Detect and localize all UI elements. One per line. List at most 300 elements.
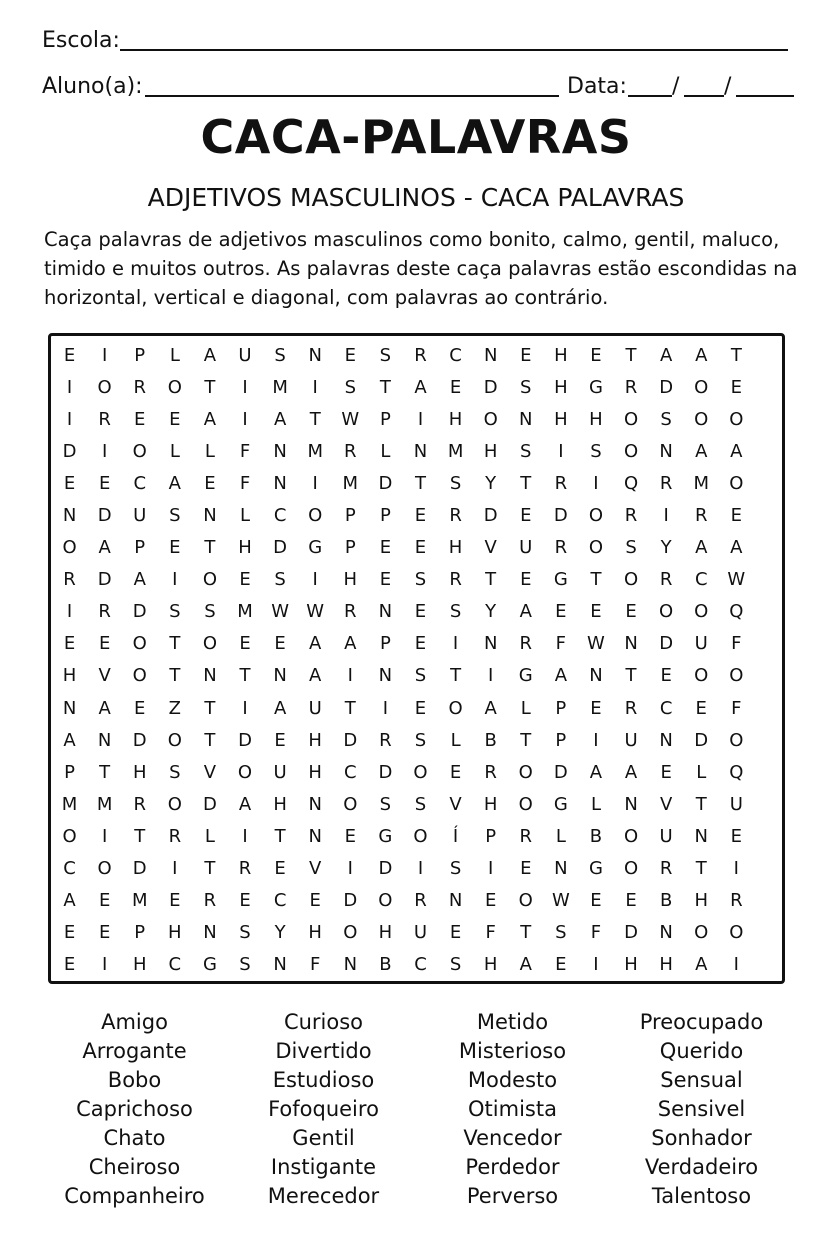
grid-cell[interactable]: E bbox=[414, 697, 427, 719]
grid-cell[interactable]: N bbox=[448, 890, 463, 912]
grid-cell[interactable]: A bbox=[624, 761, 638, 783]
grid-cell[interactable]: L bbox=[380, 440, 391, 462]
grid-cell[interactable]: F bbox=[485, 922, 496, 944]
grid-cell[interactable]: E bbox=[520, 344, 532, 366]
grid-cell[interactable]: R bbox=[133, 793, 146, 815]
grid-cell[interactable]: W bbox=[587, 633, 605, 655]
grid-cell[interactable]: E bbox=[63, 954, 76, 976]
grid-cell[interactable]: O bbox=[623, 858, 639, 880]
grid-cell[interactable]: E bbox=[169, 408, 181, 430]
grid-cell[interactable]: M bbox=[61, 793, 78, 815]
grid-cell[interactable]: T bbox=[169, 665, 181, 687]
grid-cell[interactable]: S bbox=[239, 954, 251, 976]
grid-cell[interactable]: M bbox=[342, 472, 359, 494]
grid-cell[interactable]: E bbox=[134, 408, 146, 430]
grid-cell[interactable]: D bbox=[273, 537, 288, 559]
grid-cell[interactable]: Z bbox=[168, 697, 181, 719]
grid-cell[interactable]: N bbox=[659, 922, 673, 944]
grid-cell[interactable]: F bbox=[239, 472, 251, 494]
grid-cell[interactable]: S bbox=[625, 537, 637, 559]
grid-cell[interactable]: Q bbox=[729, 761, 744, 783]
grid-cell[interactable]: T bbox=[274, 825, 286, 847]
grid-cell[interactable]: N bbox=[519, 408, 533, 430]
grid-cell[interactable]: F bbox=[310, 954, 321, 976]
grid-cell[interactable]: H bbox=[273, 793, 287, 815]
grid-cell[interactable]: S bbox=[520, 440, 532, 462]
grid-cell[interactable]: S bbox=[449, 472, 462, 494]
grid-cell[interactable]: N bbox=[203, 922, 217, 944]
word-search-grid[interactable] bbox=[52, 339, 754, 981]
grid-cell[interactable]: I bbox=[663, 505, 669, 527]
grid-cell[interactable]: E bbox=[590, 697, 602, 719]
grid-cell[interactable]: T bbox=[204, 537, 216, 559]
grid-cell[interactable]: R bbox=[344, 440, 357, 462]
grid-cell[interactable]: D bbox=[694, 729, 709, 751]
grid-cell[interactable]: D bbox=[483, 505, 498, 527]
grid-cell[interactable]: V bbox=[449, 793, 462, 815]
grid-cell[interactable]: A bbox=[695, 440, 708, 462]
grid-cell[interactable]: P bbox=[555, 729, 567, 751]
grid-cell[interactable]: B bbox=[589, 825, 603, 847]
grid-cell[interactable]: C bbox=[659, 697, 673, 719]
grid-cell[interactable]: O bbox=[623, 569, 639, 591]
grid-cell[interactable]: T bbox=[204, 729, 216, 751]
grid-cell[interactable]: N bbox=[659, 440, 673, 462]
grid-cell[interactable]: H bbox=[483, 793, 498, 815]
grid-cell[interactable]: T bbox=[520, 472, 532, 494]
grid-cell[interactable]: G bbox=[518, 665, 533, 687]
grid-cell[interactable]: E bbox=[379, 537, 392, 559]
grid-cell[interactable]: A bbox=[695, 537, 708, 559]
grid-cell[interactable]: S bbox=[555, 922, 567, 944]
grid-cell[interactable]: A bbox=[203, 408, 217, 430]
grid-cell[interactable]: H bbox=[483, 440, 498, 462]
grid-cell[interactable]: I bbox=[593, 472, 599, 494]
grid-cell[interactable]: L bbox=[169, 440, 180, 462]
grid-cell[interactable]: I bbox=[382, 697, 389, 719]
grid-cell[interactable]: E bbox=[660, 665, 672, 687]
grid-cell[interactable]: H bbox=[554, 376, 568, 398]
grid-cell[interactable]: A bbox=[344, 633, 357, 655]
grid-cell[interactable]: R bbox=[484, 761, 497, 783]
grid-cell[interactable]: O bbox=[97, 376, 112, 398]
grid-cell[interactable]: O bbox=[97, 858, 112, 880]
grid-cell[interactable]: R bbox=[449, 569, 462, 591]
grid-cell[interactable]: S bbox=[204, 601, 216, 623]
grid-cell[interactable]: E bbox=[274, 858, 286, 880]
grid-cell[interactable]: I bbox=[242, 697, 248, 719]
grid-cell[interactable]: T bbox=[625, 344, 637, 366]
grid-cell[interactable]: T bbox=[169, 633, 181, 655]
grid-cell[interactable]: G bbox=[553, 569, 568, 591]
grid-cell[interactable]: N bbox=[378, 665, 393, 687]
grid-cell[interactable]: R bbox=[98, 408, 111, 430]
grid-cell[interactable]: N bbox=[308, 344, 322, 366]
grid-cell[interactable]: P bbox=[64, 761, 75, 783]
grid-cell[interactable]: O bbox=[518, 761, 533, 783]
grid-cell[interactable]: F bbox=[555, 633, 567, 655]
grid-cell[interactable]: C bbox=[133, 472, 147, 494]
grid-cell[interactable]: O bbox=[343, 922, 358, 944]
grid-cell[interactable]: U bbox=[659, 825, 673, 847]
grid-cell[interactable]: I bbox=[66, 601, 73, 623]
grid-cell[interactable]: M bbox=[693, 472, 709, 494]
grid-cell[interactable]: P bbox=[485, 825, 497, 847]
grid-cell[interactable]: A bbox=[695, 954, 708, 976]
grid-cell[interactable]: U bbox=[624, 729, 638, 751]
grid-cell[interactable]: D bbox=[132, 858, 147, 880]
grid-cell[interactable]: E bbox=[63, 344, 76, 366]
grid-cell[interactable]: A bbox=[238, 793, 252, 815]
grid-cell[interactable]: H bbox=[554, 408, 568, 430]
grid-cell[interactable]: A bbox=[273, 697, 287, 719]
grid-cell[interactable]: A bbox=[63, 890, 76, 912]
grid-cell[interactable]: A bbox=[730, 537, 743, 559]
grid-cell[interactable]: R bbox=[519, 633, 533, 655]
grid-cell[interactable]: M bbox=[272, 376, 288, 398]
grid-cell[interactable]: E bbox=[239, 569, 251, 591]
grid-cell[interactable]: H bbox=[62, 665, 77, 687]
grid-cell[interactable]: I bbox=[417, 858, 424, 880]
grid-cell[interactable]: R bbox=[379, 729, 392, 751]
grid-cell[interactable]: R bbox=[730, 890, 743, 912]
grid-cell[interactable]: I bbox=[66, 408, 73, 430]
grid-cell[interactable]: P bbox=[379, 633, 391, 655]
grid-cell[interactable]: S bbox=[660, 408, 672, 430]
grid-cell[interactable]: A bbox=[659, 344, 673, 366]
grid-cell[interactable]: G bbox=[553, 793, 568, 815]
grid-cell[interactable]: N bbox=[203, 505, 217, 527]
grid-cell[interactable]: P bbox=[379, 408, 391, 430]
grid-cell[interactable]: I bbox=[452, 633, 459, 655]
grid-cell[interactable]: C bbox=[273, 890, 287, 912]
grid-cell[interactable]: H bbox=[343, 569, 358, 591]
grid-cell[interactable]: L bbox=[590, 793, 601, 815]
grid-cell[interactable]: O bbox=[729, 922, 744, 944]
grid-cell[interactable]: W bbox=[271, 601, 290, 623]
grid-cell[interactable]: D bbox=[97, 569, 112, 591]
grid-cell[interactable]: E bbox=[660, 761, 672, 783]
grid-cell[interactable]: T bbox=[625, 665, 637, 687]
grid-cell[interactable]: H bbox=[589, 408, 603, 430]
grid-cell[interactable]: S bbox=[274, 344, 286, 366]
grid-cell[interactable]: U bbox=[519, 537, 533, 559]
grid-cell[interactable]: A bbox=[168, 472, 181, 494]
grid-cell[interactable]: E bbox=[344, 344, 356, 366]
grid-cell[interactable]: S bbox=[520, 376, 532, 398]
grid-cell[interactable]: O bbox=[448, 697, 463, 719]
grid-cell[interactable]: I bbox=[733, 954, 739, 976]
grid-cell[interactable]: S bbox=[379, 793, 392, 815]
grid-cell[interactable]: L bbox=[169, 344, 180, 366]
grid-cell[interactable]: N bbox=[203, 665, 217, 687]
grid-cell[interactable]: O bbox=[623, 408, 639, 430]
grid-cell[interactable]: A bbox=[309, 633, 322, 655]
grid-cell[interactable]: A bbox=[273, 408, 287, 430]
grid-cell[interactable]: B bbox=[484, 729, 497, 751]
grid-cell[interactable]: H bbox=[308, 761, 322, 783]
grid-cell[interactable]: C bbox=[344, 761, 357, 783]
grid-cell[interactable]: E bbox=[730, 376, 743, 398]
grid-cell[interactable]: E bbox=[449, 922, 462, 944]
grid-cell[interactable]: N bbox=[273, 440, 287, 462]
grid-cell[interactable]: A bbox=[695, 344, 708, 366]
grid-cell[interactable]: A bbox=[519, 601, 532, 623]
grid-cell[interactable]: E bbox=[274, 633, 286, 655]
grid-cell[interactable]: U bbox=[413, 922, 428, 944]
grid-cell[interactable]: O bbox=[659, 601, 674, 623]
grid-cell[interactable]: N bbox=[273, 665, 287, 687]
grid-cell[interactable]: W bbox=[551, 890, 570, 912]
grid-cell[interactable]: E bbox=[134, 697, 146, 719]
grid-cell[interactable]: P bbox=[344, 505, 356, 527]
grid-cell[interactable]: R bbox=[98, 601, 111, 623]
grid-cell[interactable]: E bbox=[730, 825, 743, 847]
grid-cell[interactable]: N bbox=[624, 633, 638, 655]
grid-cell[interactable]: S bbox=[414, 569, 427, 591]
grid-cell[interactable]: E bbox=[555, 601, 567, 623]
grid-cell[interactable]: E bbox=[344, 825, 356, 847]
grid-cell[interactable]: L bbox=[696, 761, 707, 783]
grid-cell[interactable]: F bbox=[590, 922, 602, 944]
grid-cell[interactable]: I bbox=[66, 376, 73, 398]
aluno-blank[interactable] bbox=[145, 95, 559, 97]
grid-cell[interactable]: I bbox=[172, 569, 178, 591]
grid-cell[interactable]: R bbox=[659, 472, 673, 494]
grid-cell[interactable]: A bbox=[98, 697, 111, 719]
grid-cell[interactable]: I bbox=[733, 858, 739, 880]
grid-cell[interactable]: D bbox=[238, 729, 252, 751]
grid-cell[interactable]: R bbox=[659, 569, 673, 591]
grid-cell[interactable]: E bbox=[239, 890, 251, 912]
grid-cell[interactable]: U bbox=[273, 761, 287, 783]
grid-cell[interactable]: S bbox=[449, 954, 462, 976]
grid-cell[interactable]: V bbox=[484, 537, 497, 559]
grid-cell[interactable]: A bbox=[519, 954, 532, 976]
grid-cell[interactable]: N bbox=[659, 729, 673, 751]
grid-cell[interactable]: R bbox=[624, 505, 638, 527]
grid-cell[interactable]: O bbox=[237, 761, 253, 783]
grid-cell[interactable]: I bbox=[312, 569, 318, 591]
grid-cell[interactable]: T bbox=[520, 922, 532, 944]
grid-cell[interactable]: Y bbox=[660, 537, 672, 559]
grid-cell[interactable]: N bbox=[694, 825, 708, 847]
grid-cell[interactable]: T bbox=[379, 376, 391, 398]
grid-cell[interactable]: I bbox=[347, 665, 353, 687]
grid-cell[interactable]: N bbox=[273, 472, 287, 494]
grid-cell[interactable]: D bbox=[343, 890, 358, 912]
grid-cell[interactable]: S bbox=[379, 344, 392, 366]
grid-cell[interactable]: D bbox=[553, 761, 568, 783]
grid-cell[interactable]: L bbox=[520, 697, 531, 719]
grid-cell[interactable]: E bbox=[449, 376, 462, 398]
grid-cell[interactable]: I bbox=[417, 408, 424, 430]
grid-cell[interactable]: E bbox=[414, 601, 427, 623]
escola-blank[interactable] bbox=[120, 49, 788, 51]
grid-cell[interactable]: E bbox=[695, 697, 707, 719]
grid-cell[interactable]: N bbox=[378, 601, 393, 623]
grid-cell[interactable]: V bbox=[203, 761, 217, 783]
grid-cell[interactable]: N bbox=[483, 633, 498, 655]
grid-cell[interactable]: E bbox=[414, 505, 427, 527]
grid-cell[interactable]: R bbox=[554, 537, 568, 559]
grid-cell[interactable]: H bbox=[694, 890, 708, 912]
grid-cell[interactable]: H bbox=[168, 922, 182, 944]
grid-cell[interactable]: I bbox=[172, 858, 178, 880]
date-year-blank[interactable] bbox=[736, 95, 794, 97]
grid-cell[interactable]: A bbox=[730, 440, 743, 462]
grid-cell[interactable]: C bbox=[414, 954, 427, 976]
grid-cell[interactable]: O bbox=[729, 472, 744, 494]
grid-cell[interactable]: N bbox=[62, 697, 77, 719]
grid-cell[interactable]: A bbox=[414, 376, 427, 398]
grid-cell[interactable]: E bbox=[590, 890, 602, 912]
grid-cell[interactable]: E bbox=[169, 537, 181, 559]
grid-cell[interactable]: C bbox=[168, 954, 182, 976]
grid-cell[interactable]: P bbox=[134, 344, 146, 366]
grid-cell[interactable]: O bbox=[308, 505, 323, 527]
grid-cell[interactable]: O bbox=[694, 922, 709, 944]
grid-cell[interactable]: H bbox=[659, 954, 673, 976]
grid-cell[interactable]: U bbox=[238, 344, 252, 366]
grid-cell[interactable]: O bbox=[343, 793, 358, 815]
grid-cell[interactable]: O bbox=[518, 793, 533, 815]
grid-cell[interactable]: S bbox=[414, 793, 427, 815]
date-day-blank[interactable] bbox=[628, 95, 672, 97]
grid-cell[interactable]: Y bbox=[274, 922, 286, 944]
grid-cell[interactable]: T bbox=[134, 825, 146, 847]
grid-cell[interactable]: H bbox=[378, 922, 393, 944]
grid-cell[interactable]: D bbox=[624, 922, 638, 944]
grid-cell[interactable]: O bbox=[62, 537, 77, 559]
grid-cell[interactable]: V bbox=[309, 858, 322, 880]
grid-cell[interactable]: E bbox=[98, 922, 111, 944]
grid-cell[interactable]: E bbox=[520, 569, 532, 591]
grid-cell[interactable]: L bbox=[204, 440, 215, 462]
grid-cell[interactable]: L bbox=[555, 825, 566, 847]
grid-cell[interactable]: H bbox=[554, 344, 568, 366]
grid-cell[interactable]: V bbox=[98, 665, 111, 687]
grid-cell[interactable]: O bbox=[729, 408, 744, 430]
grid-cell[interactable]: A bbox=[98, 537, 111, 559]
grid-cell[interactable]: O bbox=[483, 408, 498, 430]
grid-cell[interactable]: E bbox=[590, 601, 602, 623]
grid-cell[interactable]: S bbox=[414, 665, 427, 687]
grid-cell[interactable]: I bbox=[593, 954, 599, 976]
grid-cell[interactable]: E bbox=[204, 472, 216, 494]
grid-cell[interactable]: D bbox=[343, 729, 358, 751]
grid-cell[interactable]: O bbox=[694, 408, 709, 430]
grid-cell[interactable]: E bbox=[169, 890, 181, 912]
grid-cell[interactable]: I bbox=[558, 440, 564, 462]
grid-cell[interactable]: T bbox=[239, 665, 251, 687]
grid-cell[interactable]: A bbox=[133, 569, 146, 591]
grid-cell[interactable]: E bbox=[414, 537, 427, 559]
grid-cell[interactable]: C bbox=[273, 505, 287, 527]
grid-cell[interactable]: N bbox=[413, 440, 428, 462]
grid-cell[interactable]: Y bbox=[485, 601, 497, 623]
grid-cell[interactable]: T bbox=[695, 793, 707, 815]
grid-cell[interactable]: D bbox=[132, 601, 147, 623]
grid-cell[interactable]: I bbox=[488, 858, 494, 880]
grid-cell[interactable]: D bbox=[659, 376, 674, 398]
grid-cell[interactable]: O bbox=[518, 890, 533, 912]
grid-cell[interactable]: M bbox=[131, 890, 148, 912]
grid-cell[interactable]: H bbox=[448, 537, 463, 559]
grid-cell[interactable]: T bbox=[204, 376, 216, 398]
grid-cell[interactable]: H bbox=[132, 954, 147, 976]
grid-cell[interactable]: D bbox=[483, 376, 498, 398]
grid-cell[interactable]: O bbox=[413, 825, 428, 847]
grid-cell[interactable]: H bbox=[308, 922, 322, 944]
grid-cell[interactable]: O bbox=[202, 569, 217, 591]
grid-cell[interactable]: N bbox=[589, 665, 603, 687]
grid-cell[interactable]: R bbox=[203, 890, 217, 912]
grid-cell[interactable]: P bbox=[344, 537, 356, 559]
grid-cell[interactable]: N bbox=[343, 954, 358, 976]
grid-cell[interactable]: S bbox=[169, 505, 181, 527]
grid-cell[interactable]: L bbox=[240, 505, 251, 527]
grid-cell[interactable]: H bbox=[624, 954, 638, 976]
grid-cell[interactable]: F bbox=[731, 697, 742, 719]
grid-cell[interactable]: T bbox=[520, 729, 532, 751]
grid-cell[interactable]: G bbox=[588, 376, 603, 398]
grid-cell[interactable]: I bbox=[347, 858, 353, 880]
grid-cell[interactable]: W bbox=[341, 408, 360, 430]
grid-cell[interactable]: I bbox=[101, 344, 108, 366]
grid-cell[interactable]: I bbox=[242, 376, 248, 398]
grid-cell[interactable]: P bbox=[555, 697, 567, 719]
grid-cell[interactable]: R bbox=[659, 858, 673, 880]
grid-cell[interactable]: O bbox=[694, 665, 709, 687]
grid-cell[interactable]: O bbox=[588, 537, 604, 559]
grid-cell[interactable]: O bbox=[167, 793, 182, 815]
grid-cell[interactable]: I bbox=[312, 472, 318, 494]
grid-cell[interactable]: I bbox=[242, 825, 248, 847]
grid-cell[interactable]: H bbox=[483, 954, 498, 976]
grid-cell[interactable]: I bbox=[593, 729, 599, 751]
grid-cell[interactable]: N bbox=[97, 729, 112, 751]
grid-cell[interactable]: D bbox=[97, 505, 112, 527]
grid-cell[interactable]: R bbox=[133, 376, 146, 398]
grid-cell[interactable]: N bbox=[624, 793, 638, 815]
grid-cell[interactable]: A bbox=[554, 665, 568, 687]
grid-cell[interactable]: N bbox=[273, 954, 287, 976]
grid-cell[interactable]: T bbox=[99, 761, 111, 783]
grid-cell[interactable]: E bbox=[590, 344, 602, 366]
grid-cell[interactable]: R bbox=[449, 505, 462, 527]
grid-cell[interactable]: R bbox=[519, 825, 533, 847]
grid-cell[interactable]: N bbox=[308, 825, 322, 847]
grid-cell[interactable]: U bbox=[729, 793, 743, 815]
grid-cell[interactable]: I bbox=[101, 440, 108, 462]
grid-cell[interactable]: T bbox=[590, 569, 602, 591]
grid-cell[interactable]: W bbox=[727, 569, 746, 591]
grid-cell[interactable]: O bbox=[588, 505, 604, 527]
grid-cell[interactable]: T bbox=[344, 697, 356, 719]
grid-cell[interactable]: S bbox=[449, 858, 462, 880]
grid-cell[interactable]: F bbox=[731, 633, 742, 655]
grid-cell[interactable]: A bbox=[309, 665, 322, 687]
grid-cell[interactable]: E bbox=[98, 633, 111, 655]
grid-cell[interactable]: R bbox=[414, 344, 427, 366]
grid-cell[interactable]: E bbox=[63, 472, 76, 494]
grid-cell[interactable]: H bbox=[132, 761, 147, 783]
grid-cell[interactable]: R bbox=[624, 376, 638, 398]
grid-cell[interactable]: I bbox=[101, 825, 108, 847]
grid-cell[interactable]: G bbox=[378, 825, 393, 847]
grid-cell[interactable]: R bbox=[344, 601, 357, 623]
